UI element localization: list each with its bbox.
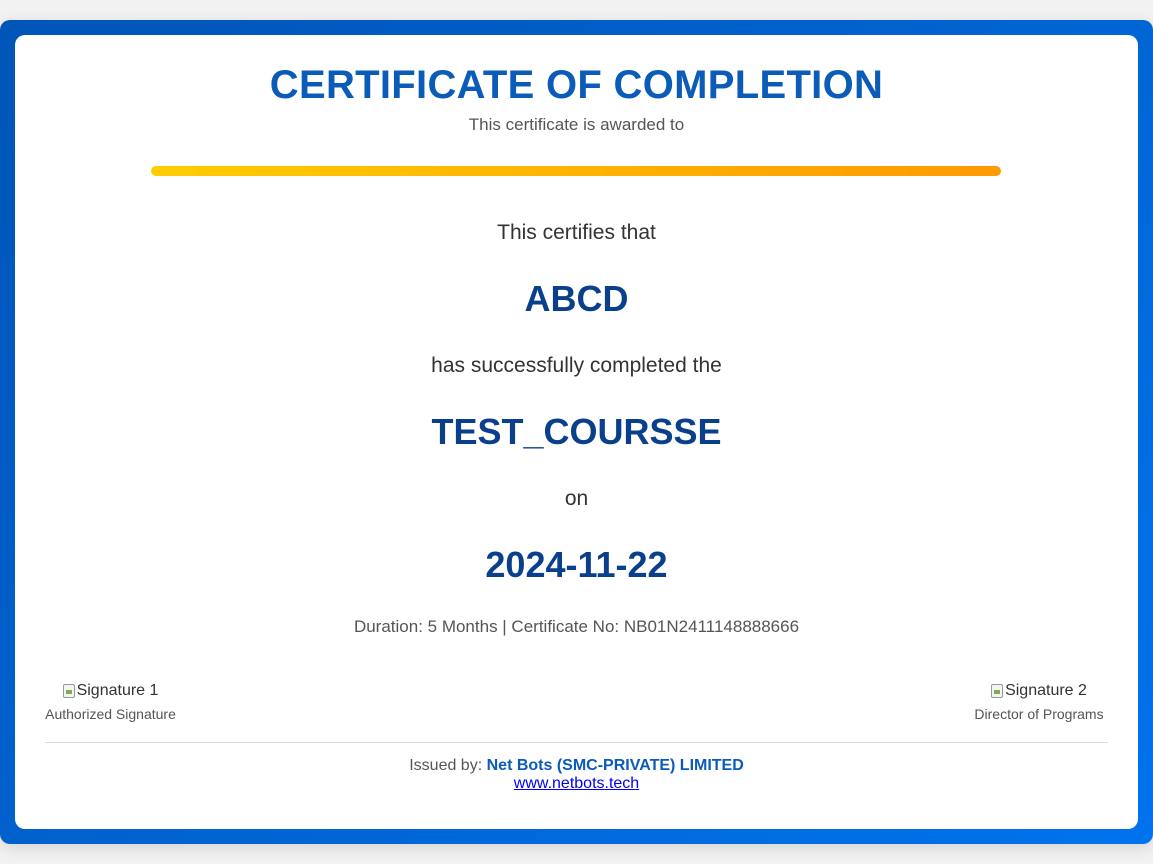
decorative-bar xyxy=(151,166,1001,176)
signature-2-label: Director of Programs xyxy=(974,706,1104,722)
website-row xyxy=(15,775,1138,793)
certificate-card xyxy=(15,35,1138,829)
certifies-text: This certifies that xyxy=(497,221,656,244)
signature-block-1 xyxy=(45,681,176,722)
broken-image-icon xyxy=(991,684,1003,698)
signature-block-2 xyxy=(970,681,1108,722)
recipient-name: ABCD xyxy=(524,278,629,319)
signature-1-label: Authorized Signature xyxy=(45,706,176,722)
certificate-subtitle: This certificate is awarded to xyxy=(468,115,685,134)
course-name: TEST_COURSSE xyxy=(431,411,722,452)
completed-text: has successfully completed the xyxy=(431,354,722,377)
certificate-title: CERTIFICATE OF COMPLETION xyxy=(269,63,884,107)
completion-date: 2024-11-22 xyxy=(485,544,668,585)
broken-image-icon xyxy=(63,684,75,698)
website-link[interactable]: www.netbots.tech xyxy=(513,775,640,792)
signature-1-image xyxy=(63,681,159,701)
issued-by-label: Issued by: xyxy=(409,757,483,774)
on-text: on xyxy=(564,487,589,510)
certificate-frame xyxy=(0,20,1153,844)
issued-by xyxy=(15,757,1138,775)
duration-certificate-number: Duration: 5 Months | Certificate No: NB01N2411148888666 xyxy=(353,617,800,636)
issuer-name: Net Bots (SMC-PRIVATE) LIMITED xyxy=(486,757,744,774)
signature-1-alt: Signature 1 xyxy=(76,682,159,699)
signature-2-image xyxy=(991,681,1087,701)
footer-divider xyxy=(45,742,1108,743)
signature-2-alt: Signature 2 xyxy=(1005,682,1087,699)
